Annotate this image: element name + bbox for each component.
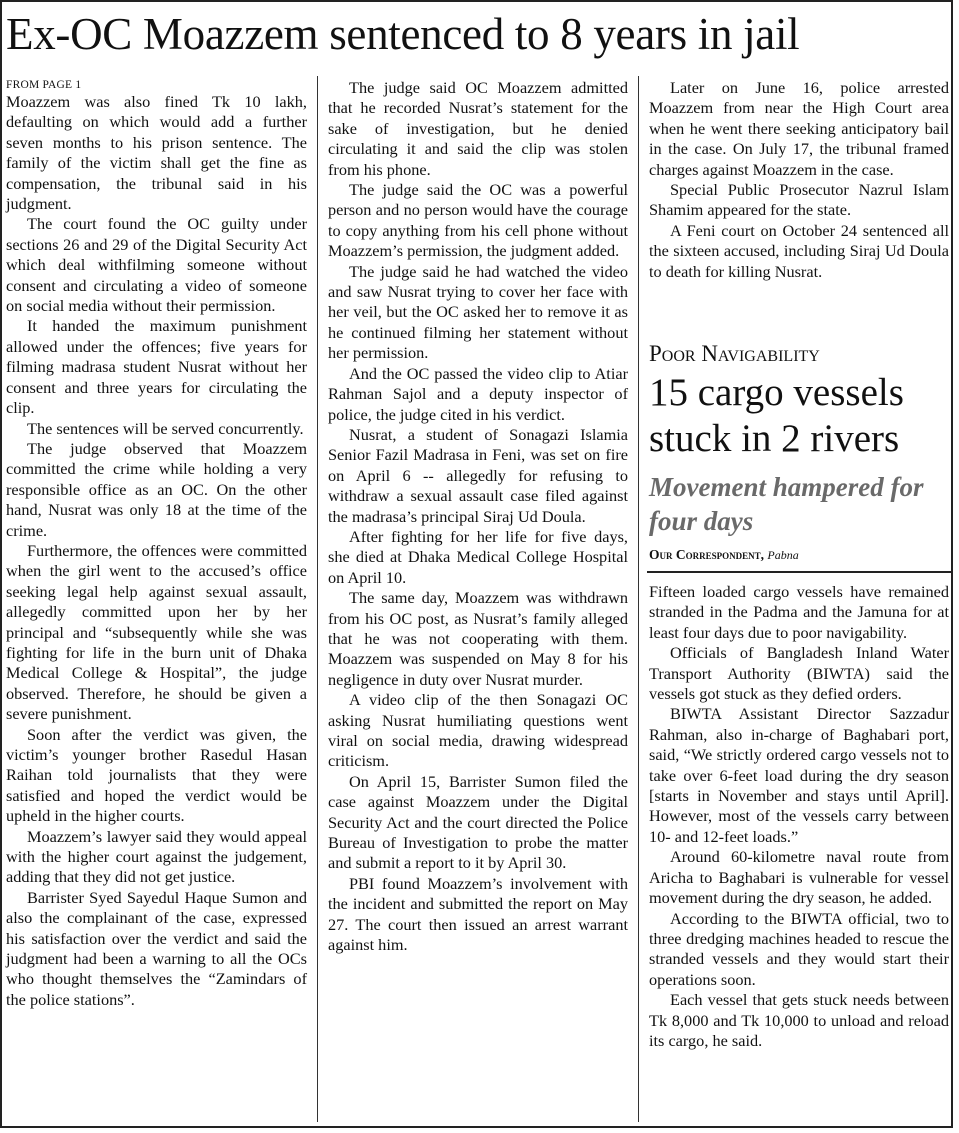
article-column-3 <box>649 78 949 282</box>
paragraph: The judge said the OC was a powerful person and no person would have the courage to copy anything from his cell phone without Moazzem’s permission, the judgment added. <box>328 180 628 261</box>
story2-byline <box>649 546 949 564</box>
paragraph: On April 15, Barrister Sumon filed the case against Moazzem under the Digital Security Act and the court directed the Police Bureau of Investigation to probe the matter and submit a report to it by April 30. <box>328 771 628 873</box>
paragraph: It handed the maximum punishment allowed under the offences; five years for filming madrasa student Nusrat without her consent and three years for circulating the clip. <box>6 316 307 418</box>
paragraph: Fifteen loaded cargo vessels have remained stranded in the Padma and the Jamuna for at least four days due to poor navigability. <box>649 582 949 642</box>
paragraph: The same day, Moazzem was withdrawn from his OC post, as Nusrat’s family alleged that he was not cooperating with them. Moazzem was suspended on May 8 for his negligence in duty over Nusrat murder. <box>328 588 628 689</box>
paragraph: Soon after the verdict was given, the victim’s younger brother Rasedul Hasan Raihan told journalists that they were satisfied and hoped the verdict would be upheld in the higher courts. <box>6 724 307 826</box>
paragraph: Furthermore, the offences were committed when the girl went to the accused’s office seeking legal help against sexual assault, allegedly committed upon her by her principal and “subsequently while she was fighting for life in the burn unit of Dhaka Medical College & Hospital”, the judge observed. Therefore, he should be given a severe punishment. <box>6 540 307 724</box>
section-divider <box>647 571 953 573</box>
paragraph: The court found the OC guilty under sections 26 and 29 of the Digital Security Act which deal withfilming someone without consent and circulating a video of someone on social media without their permission. <box>6 214 307 316</box>
article-column-1 <box>6 76 307 1010</box>
paragraph: Barrister Syed Sayedul Haque Sumon and also the complainant of the case, expressed his satisfaction over the verdict and said the judgment had been a warning to all the OCs who thought themselves the “Zamindars of the police stations”. <box>6 887 307 1009</box>
paragraph: And the OC passed the video clip to Atiar Rahman Sajol and a deputy inspector of police, the judge cited in his verdict. <box>328 363 628 424</box>
paragraph: The judge said OC Moazzem admitted that he recorded Nusrat’s statement for the sake of investigation, but he denied circulating it and said the clip was stolen from his phone. <box>328 78 628 179</box>
paragraph: BIWTA Assistant Director Sazzadur Rahman, also in-charge of Baghabari port, said, “We strictly ordered cargo vessels not to take over 6-feet load during the dry season [starts in November and stays until April]. However, most of the vessels carry between 10- and 12-feet loads.” <box>649 704 949 846</box>
story2-body <box>649 582 949 1051</box>
paragraph: Moazzem’s lawyer said they would appeal with the higher court against the judgement, adding that they did not get justice. <box>6 826 307 887</box>
paragraph: A Feni court on October 24 sentenced all the sixteen accused, including Siraj Ud Doula to death for killing Nusrat. <box>649 220 949 281</box>
paragraph: After fighting for her life for five days, she died at Dhaka Medical College Hospital on April 10. <box>328 526 628 587</box>
byline-dateline: Pabna <box>767 548 799 562</box>
column-rule <box>317 76 318 1122</box>
paragraph: Moazzem was also fined Tk 10 lakh, defaulting on which would add a further seven months to his prison sentence. The family of the victim shall get the fine as compensation, the tribunal said in his judgment. <box>6 92 307 214</box>
paragraph: Nusrat, a student of Sonagazi Islamia Senior Fazil Madrasa in Feni, was set on fire on April 6 -- allegedly for refusing to withdraw a sexual assault case filed against the madrasa’s principal Siraj Ud Doula. <box>328 424 628 526</box>
story2-headline: 15 cargo vessels stuck in 2 rivers <box>649 371 904 460</box>
paragraph: The judge said he had watched the video and saw Nusrat trying to cover her face with her veil, but the OC asked her to remove it as he continued filming her statement without her permission. <box>328 261 628 363</box>
paragraph: The judge observed that Moazzem committed the crime while holding a very responsible office as an OC. On the other hand, Nusrat was only 18 at the time of the crime. <box>6 438 307 540</box>
paragraph: The sentences will be served concurrently. <box>27 418 304 438</box>
column-rule <box>638 76 639 1122</box>
paragraph: Around 60-kilometre naval route from Aricha to Baghabari is vulnerable for vessel movement during the dry season, he added. <box>649 847 949 908</box>
paragraph: According to the BIWTA official, two to three dredging machines headed to rescue the stranded vessels and they would start their operations soon. <box>649 908 949 989</box>
story2-deck: Movement hampered for four days <box>649 472 924 536</box>
from-page-label: FROM PAGE 1 <box>6 79 82 91</box>
byline-author: Our Correspondent, <box>649 547 765 562</box>
paragraph: Each vessel that gets stuck needs between Tk 8,000 and Tk 10,000 to unload and reload its cargo, he said. <box>649 990 949 1050</box>
article-column-2 <box>328 78 628 955</box>
paragraph: Officials of Bangladesh Inland Water Transport Authority (BIWTA) said the vessels got stuck as they defied orders. <box>649 643 949 704</box>
paragraph: Later on June 16, police arrested Moazzem from near the High Court area when he went there seeking anticipatory bail in the case. On July 17, the tribunal framed charges against Moazzem in the case. <box>649 78 949 179</box>
paragraph: PBI found Moazzem’s involvement with the incident and submitted the report on May 27. The court then issued an arrest warrant against him. <box>328 873 628 955</box>
paragraph: Special Public Prosecutor Nazrul Islam Shamim appeared for the state. <box>649 180 949 220</box>
main-headline: Ex-OC Moazzem sentenced to 8 years in jail <box>6 9 800 59</box>
story2-kicker: Poor Navigability <box>649 341 820 366</box>
paragraph: A video clip of the then Sonagazi OC asking Nusrat humiliating questions went viral on social media, drawing widespread criticism. <box>328 690 628 771</box>
